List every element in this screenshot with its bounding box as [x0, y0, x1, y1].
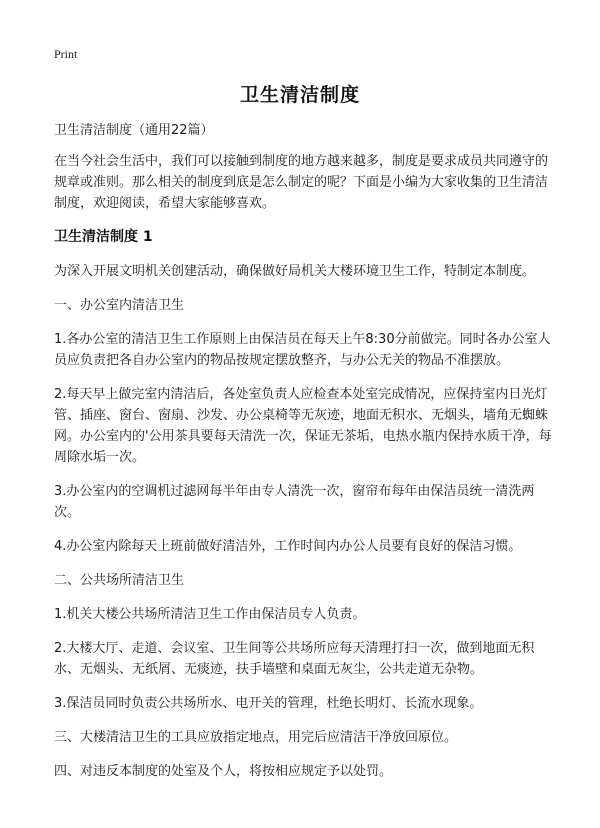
paragraph-purpose: 为深入开展文明机关创建活动，确保做好局机关大楼环境卫生工作，特制定本制度。: [54, 264, 536, 279]
paragraph-public-3: 3.保洁员同时负责公共场所水、电开关的管理，杜绝长明灯、长流水现象。: [54, 696, 483, 711]
paragraph-office-1: 1.各办公室的清洁卫生工作原则上由保洁员在每天上午8:30分前做完。同时各办公室人员应负责把各自办公室内的物品按规定摆放整齐，与办公无关的物品不准摆放。: [54, 332, 551, 368]
paragraph-office-4: 4.办公室内除每天上班前做好清洁外，工作时间内办公人员要有良好的保洁习惯。: [54, 539, 522, 554]
paragraph-tools: 三、大楼清洁卫生的工具应放指定地点，用完后应清洁干净放回原位。: [54, 730, 458, 745]
paragraph-office-heading: 一、办公室内清洁卫生: [54, 298, 185, 313]
paragraph-penalty: 四、对违反本制度的处室及个人，将按相应规定予以处罚。: [54, 764, 393, 779]
paragraph-office-3: 3.办公室内的空调机过滤网每半年由专人清洗一次，窗帘布每年由保洁员统一清洗两次。: [54, 484, 535, 520]
paragraph-public-1: 1.机关大楼公共场所清洁卫生工作由保洁员专人负责。: [54, 607, 366, 622]
document-body: [54, 120, 554, 795]
document-title: 卫生清洁制度: [239, 84, 360, 106]
paragraph-office-2: 2.每天早上做完室内清洁后，各处室负责人应检查本处室完成情况，应保持室内日光灯管、插座、窗台、窗扇、沙发、办公桌椅等无灰迹，地面无积水、无烟头，墙角无蜘蛛网。办公室内的'公用茶具要每天清洗一次，保证无茶垢，电热水瓶内保持水质干净，每周除水垢一次。: [54, 387, 552, 465]
section-heading: 卫生清洁制度 1: [54, 229, 153, 245]
intro-paragraph: 在当今社会生活中，我们可以接触到制度的地方越来越多，制度是要求成员共同遵守的规章或准则。那么相关的制度到底是怎么制定的呢？下面是小编为大家收集的卫生清洁制度，欢迎阅读，希望大家能够喜欢。: [54, 154, 549, 211]
paragraph-public-heading: 二、公共场所清洁卫生: [54, 573, 185, 588]
document-subtitle: 卫生清洁制度（通用22篇）: [54, 123, 214, 138]
paragraph-public-2: 2.大楼大厅、走道、会议室、卫生间等公共场所应每天清理打扫一次，做到地面无积水、无烟头、无纸屑、无痰迹，扶手墙壁和桌面无灰尘，公共走道无杂物。: [54, 641, 535, 677]
print-label[interactable]: Print: [54, 47, 78, 61]
